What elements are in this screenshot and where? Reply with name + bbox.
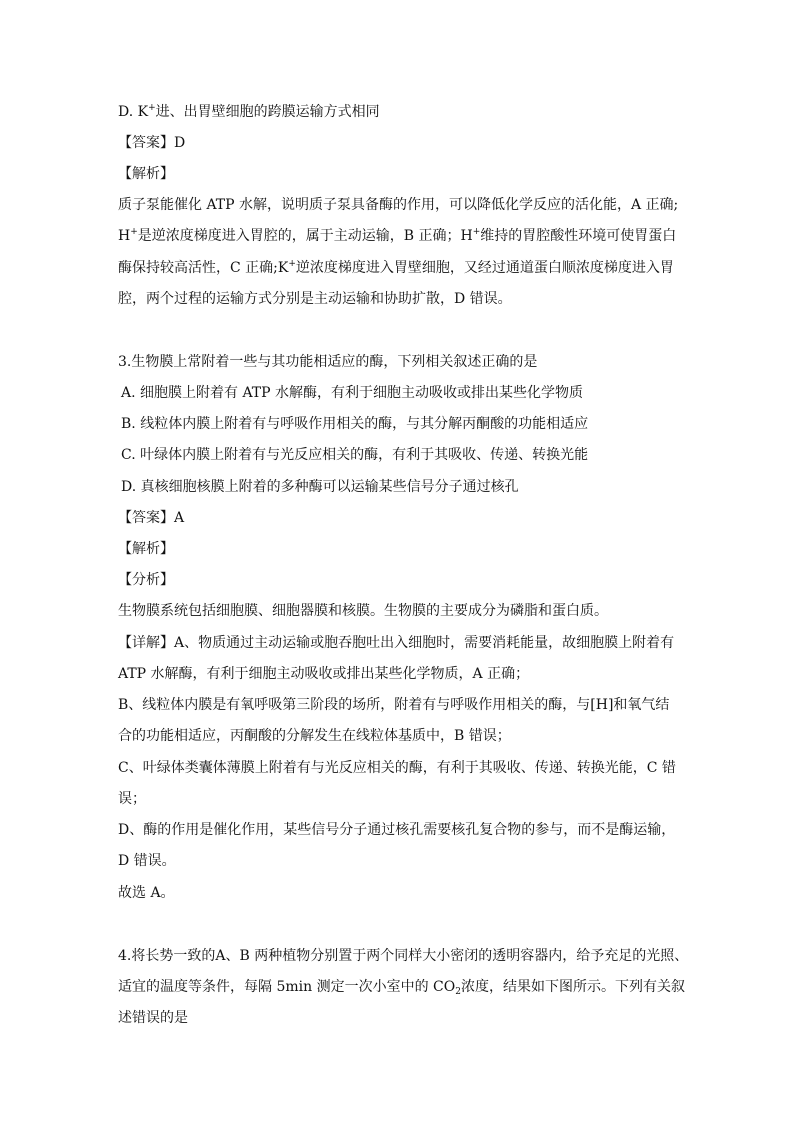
- q3-detail-line-8: D 错误。: [118, 853, 176, 869]
- q3-option-b: B. 线粒体内膜上附着有与呼吸作用相关的酶，与其分解丙酮酸的功能相适应: [121, 416, 589, 432]
- q2-l3-sup: +: [288, 259, 296, 269]
- q3-option-a: A. 细胞膜上附着有 ATP 水解酶，有利于细胞主动吸收或排出某些化学物质: [121, 385, 584, 401]
- q4-l2-post: 浓度，结果如下图所示。下列有关叙: [460, 979, 685, 995]
- q4-stem-line-1: 4.将长势一致的A、B 两种植物分别置于两个同样大小密闭的透明容器内，给予充足的光照、: [118, 948, 689, 964]
- q2-analysis-label: 【解析】: [118, 166, 174, 182]
- q2-option-d-sup: +: [148, 103, 156, 113]
- q2-l2-sup2: +: [472, 227, 481, 237]
- q2-option-d: [118, 102, 380, 122]
- q4-stem-line-2: [118, 977, 685, 997]
- q2-analysis-line-4: 腔，两个过程的运输方式分别是主动运输和协助扩散，D 错误。: [118, 291, 512, 307]
- q2-l2-mid: 是逆浓度梯度进入胃腔的，属于主动运输，B 正确；H: [137, 228, 473, 244]
- q3-analysis-sub-label: 【分析】: [118, 572, 174, 588]
- q2-analysis-line-1: 质子泵能催化 ATP 水解，说明质子泵具备酶的作用，可以降低化学反应的活化能，A 正确;: [118, 197, 679, 213]
- q4-l2-sub: 2: [455, 987, 461, 997]
- q3-detail-line-5: C、叶绿体类囊体薄膜上附着有与光反应相关的酶，有利于其吸收、传递、转换光能，C 错: [118, 760, 676, 776]
- q2-analysis-line-2: [118, 226, 676, 246]
- q3-option-d: D. 真核细胞核膜上附着的多种酶可以运输某些信号分子通过核孔: [121, 479, 519, 495]
- q2-answer: 【答案】D: [118, 135, 186, 151]
- q3-detail-line-2: ATP 水解酶，有利于细胞主动吸收或排出某些化学物质，A 正确；: [118, 666, 530, 682]
- q4-l2-pre: 适宜的温度等条件，每隔 5min 测定一次小室中的 CO: [118, 979, 456, 995]
- q2-option-d-post: 进、出胃壁细胞的跨膜运输方式相同: [155, 104, 380, 120]
- q2-l2-post: 维持的胃腔酸性环境可使胃蛋白: [480, 228, 677, 244]
- q3-stem: 3.生物膜上常附着一些与其功能相适应的酶，下列相关叙述正确的是: [118, 354, 538, 370]
- q2-analysis-line-3: [118, 258, 674, 278]
- q2-l3-post: 逆浓度梯度进入胃壁细胞，又经过通道蛋白顺浓度梯度进入胃: [295, 260, 674, 276]
- q2-l2-sup: +: [130, 227, 138, 237]
- q2-option-d-pre: D. K: [118, 104, 149, 120]
- q3-detail-line-6: 误；: [118, 791, 146, 807]
- q3-option-c: C. 叶绿体内膜上附着有与光反应相关的酶，有利于其吸收、传递、转换光能: [121, 447, 589, 463]
- q3-answer: 【答案】A: [118, 510, 185, 526]
- q3-analysis-label: 【解析】: [118, 541, 174, 557]
- q3-detail-line-4: 合的功能相适应，丙酮酸的分解发生在线粒体基质中，B 错误；: [118, 728, 511, 744]
- q2-l2-pre: H: [118, 228, 131, 244]
- q3-analysis-text: 生物膜系统包括细胞膜、细胞器膜和核膜。生物膜的主要成分为磷脂和蛋白质。: [118, 603, 608, 619]
- q3-conclusion: 故选 A。: [118, 885, 175, 901]
- q3-detail-line-3: B、线粒体内膜是有氧呼吸第三阶段的场所，附着有与呼吸作用相关的酶，与[H]和氧气结: [118, 697, 670, 713]
- q4-stem-line-3: 述错误的是: [118, 1010, 188, 1026]
- q3-detail-line-1: 【详解】A、物质通过主动运输或胞吞胞吐出入细胞时，需要消耗能量，故细胞膜上附着有: [118, 635, 675, 651]
- q2-l3-pre: 酶保持较高活性，C 正确;K: [118, 260, 289, 276]
- q3-detail-line-7: D、酶的作用是催化作用，某些信号分子通过核孔需要核孔复合物的参与，而不是酶运输，: [118, 822, 676, 838]
